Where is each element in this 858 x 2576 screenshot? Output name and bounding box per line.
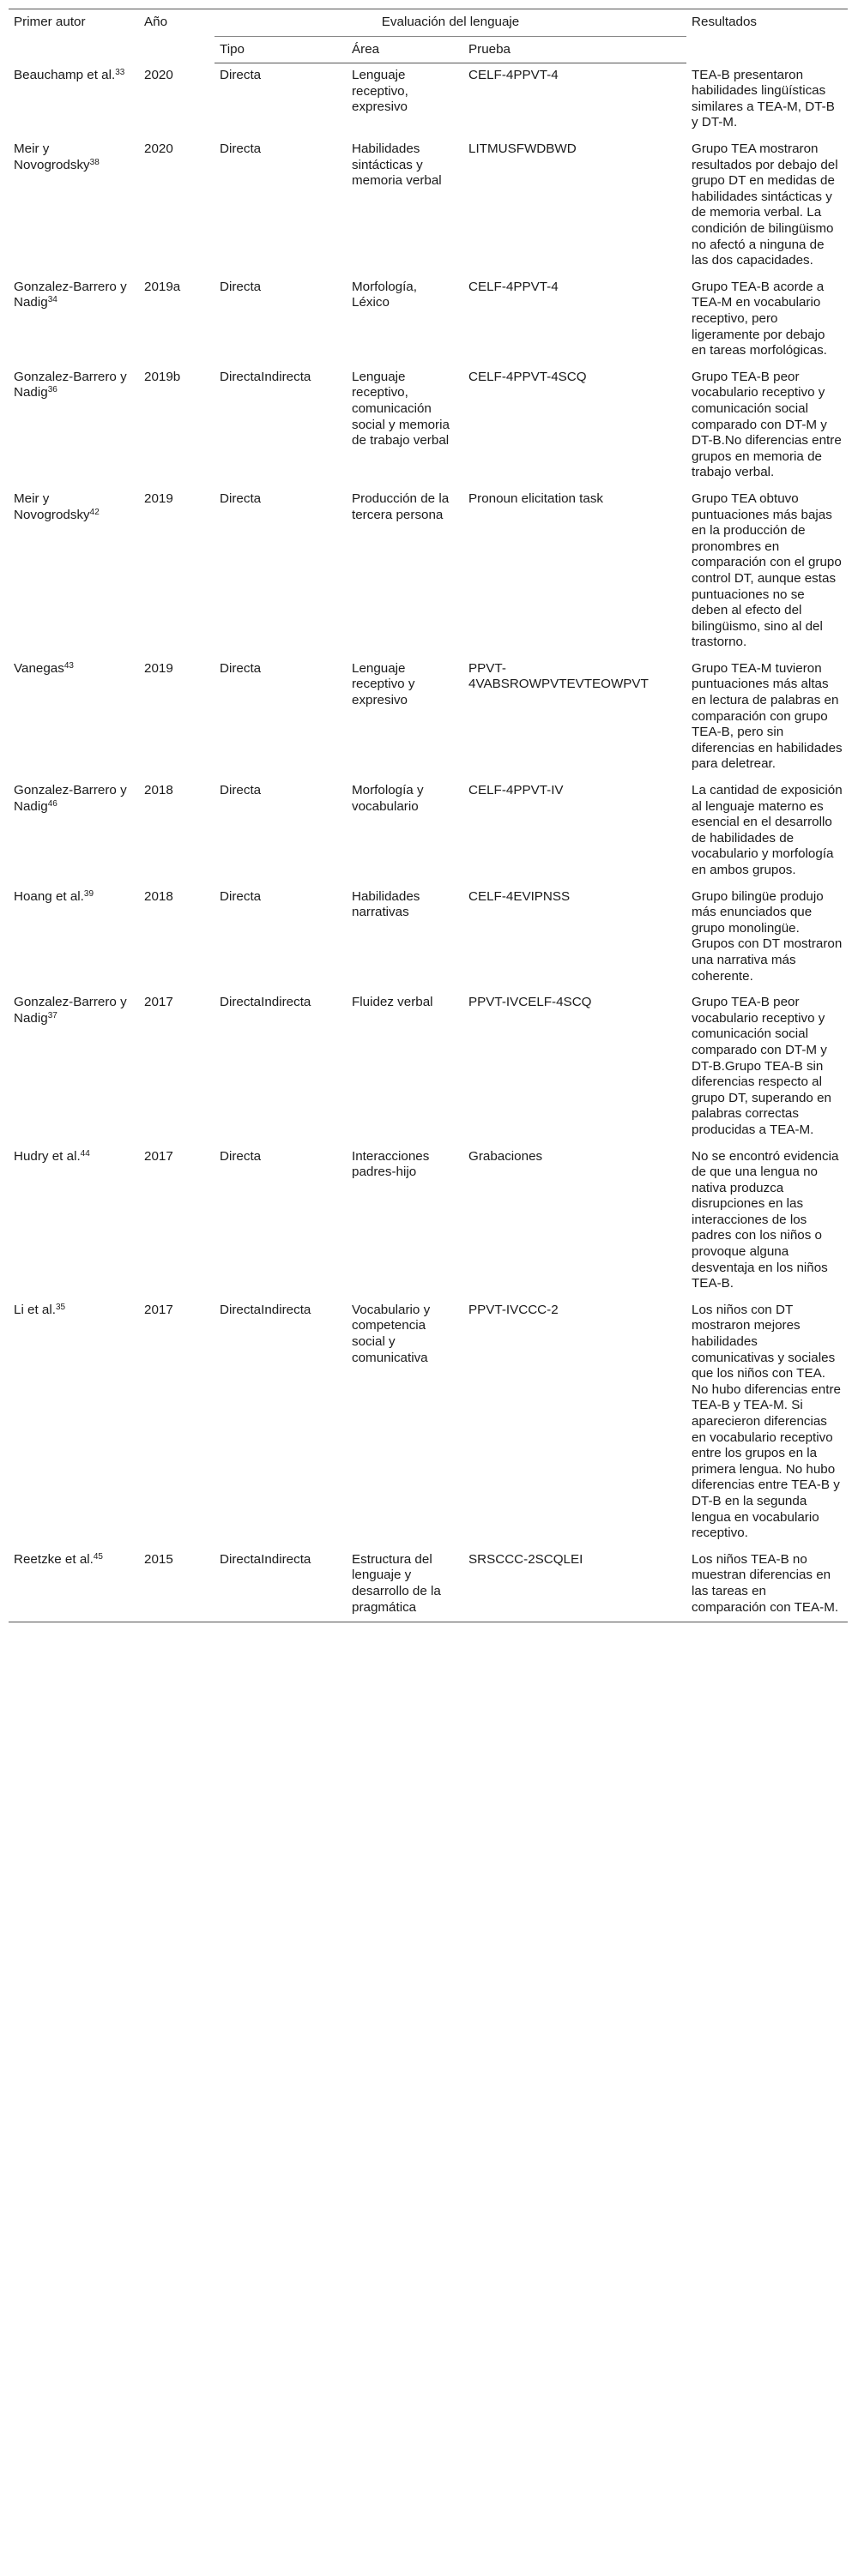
table-row <box>9 137 848 275</box>
cell-author <box>9 1298 139 1548</box>
reference-number: 45 <box>93 1551 103 1562</box>
cell-test: PPVT-4VABSROWPVTEVTEOWPVT <box>468 660 649 692</box>
cell-year: 2018 <box>144 888 173 904</box>
author-name: Gonzalez-Barrero y Nadig <box>14 279 127 310</box>
cell-year: 2019 <box>144 491 173 506</box>
cell-result: Los niños TEA-B no muestran diferencias en las tareas en comparación con TEA-M. <box>686 1548 848 1622</box>
table-row <box>9 1145 848 1298</box>
author-name: Meir y Novogrodsky <box>14 491 90 522</box>
cell-year: 2015 <box>139 1548 214 1622</box>
author-name: Beauchamp et al. <box>14 67 116 82</box>
header-test: Prueba <box>463 36 686 63</box>
cell-author <box>9 137 139 275</box>
cell-test: Pronoun elicitation task <box>468 491 604 506</box>
cell-test: SRSCCC-2SCQLEI <box>463 1548 686 1622</box>
cell-year: 2019a <box>144 279 181 294</box>
table-row <box>9 990 848 1144</box>
header-results: Resultados <box>686 9 848 63</box>
cell-type: Directa <box>220 660 262 676</box>
reference-number: 37 <box>47 1010 57 1020</box>
cell-type: Directa <box>220 1148 262 1164</box>
cell-year: 2017 <box>144 995 173 1010</box>
author-name: Reetzke et al. <box>14 1551 94 1567</box>
reference-number: 35 <box>55 1302 66 1312</box>
cell-author <box>9 990 139 1144</box>
cell-year: 2019 <box>144 660 173 676</box>
cell-test: CELF-4PPVT-IV <box>468 783 564 798</box>
table-row <box>9 1298 848 1548</box>
cell-year: 2019b <box>144 369 181 384</box>
cell-area: Morfología y vocabulario <box>352 783 424 814</box>
table-row <box>9 487 848 657</box>
table-row <box>9 657 848 779</box>
cell-test: CELF-4EVIPNSS <box>468 888 571 904</box>
cell-area: Habilidades narrativas <box>352 888 420 920</box>
header-author: Primer autor <box>9 9 139 63</box>
header-row-top <box>9 9 848 37</box>
cell-author <box>9 275 139 365</box>
table-header <box>9 9 848 63</box>
reference-number: 46 <box>47 798 57 809</box>
cell-test: LITMUSFWDBWD <box>468 141 577 157</box>
author-name: Li et al. <box>14 1302 56 1317</box>
cell-result: Grupo TEA-M tuvieron puntuaciones más altas en lectura de palabras en comparación con grupo TEA-B, pero sin diferencias en habilidades para deletrear. <box>692 660 843 772</box>
author-name: Vanegas <box>14 660 64 676</box>
cell-author <box>9 365 139 487</box>
cell-type: Directa <box>220 783 262 798</box>
cell-area: Estructura del lenguaje y desarrollo de la pragmática <box>347 1548 463 1622</box>
table-row <box>9 885 848 991</box>
cell-test: PPVT-IVCCC-2 <box>468 1302 559 1317</box>
cell-author <box>9 1145 139 1298</box>
table-row <box>9 1548 848 1622</box>
cell-result: Grupo bilingüe produjo más enunciados que grupo monolingüe. Grupos con DT mostraron una narrativa más coherente. <box>692 888 843 984</box>
author-name: Hoang et al. <box>14 888 84 904</box>
table-row <box>9 275 848 365</box>
cell-author <box>9 779 139 885</box>
header-area: Área <box>347 36 463 63</box>
cell-result: Los niños con DT mostraron mejores habilidades comunicativas y sociales que los niños con TEA. No hubo diferencias entre TEA-B y TEA-M. Si aparecieron diferencias en vocabulario receptivo entre los grupos en la primera lengua. No hubo diferencias entre TEA-B y DT-B en la segunda lengua en vocabulario receptivo. <box>692 1302 841 1541</box>
cell-area: Lenguaje receptivo, comunicación social y memoria de trabajo verbal <box>352 369 450 448</box>
cell-author <box>9 885 139 991</box>
reference-number: 44 <box>80 1148 90 1159</box>
cell-result: Grupo TEA obtuvo puntuaciones más bajas en la producción de pronombres en comparación con el grupo control DT, aunque estas puntuaciones no se deben al efecto del bilingüismo, sino al del trastorno. <box>692 491 842 650</box>
author-name: Hudry et al. <box>14 1148 81 1164</box>
author-name: Gonzalez-Barrero y Nadig <box>14 783 127 814</box>
table-row <box>9 365 848 487</box>
cell-year: 2018 <box>144 783 173 798</box>
reference-number: 34 <box>47 295 57 305</box>
reference-number: 33 <box>115 67 125 77</box>
cell-area: Producción de la tercera persona <box>352 491 450 522</box>
cell-test: CELF-4PPVT-4 <box>468 279 559 294</box>
table-row <box>9 779 848 885</box>
cell-author <box>9 487 139 657</box>
cell-type: Directa <box>220 68 262 83</box>
cell-author <box>9 1548 139 1622</box>
cell-type: DirectaIndirecta <box>214 1548 347 1622</box>
cell-test: Grabaciones <box>468 1148 543 1164</box>
table-body <box>9 63 848 1622</box>
cell-year: 2017 <box>144 1302 173 1317</box>
cell-type: DirectaIndirecta <box>220 369 311 384</box>
literature-table <box>9 9 848 1622</box>
cell-area: Fluidez verbal <box>352 995 433 1010</box>
cell-area: Interacciones padres-hijo <box>352 1148 430 1180</box>
cell-year: 2020 <box>144 67 173 82</box>
author-name: Gonzalez-Barrero y Nadig <box>14 995 127 1026</box>
author-name: Gonzalez-Barrero y Nadig <box>14 369 127 400</box>
cell-test: PPVT-IVCELF-4SCQ <box>468 995 592 1010</box>
reference-number: 39 <box>83 888 94 899</box>
cell-test: CELF-4PPVT-4SCQ <box>468 369 587 384</box>
cell-result: No se encontró evidencia de que una lengua no nativa produzca disrupciones en las interacciones de los padres con los niños o provoque alguna desventaja en los niños TEA-B. <box>692 1148 839 1291</box>
cell-result: Grupo TEA-B peor vocabulario receptivo y comunicación social comparado con DT-M y DT-B.No diferencias entre grupos en memoria de trabajo verbal. <box>692 369 842 480</box>
cell-type: Directa <box>220 491 262 506</box>
table-row <box>9 63 848 137</box>
reference-number: 38 <box>89 157 100 167</box>
reference-number: 43 <box>63 660 74 671</box>
cell-result: TEA-B presentaron habilidades lingüísticas similares a TEA-M, DT-B y DT-M. <box>692 67 835 130</box>
reference-number: 36 <box>47 385 57 395</box>
cell-author <box>9 657 139 779</box>
header-type: Tipo <box>214 36 347 63</box>
cell-type: Directa <box>220 141 262 157</box>
cell-area: Lenguaje receptivo, expresivo <box>352 68 408 115</box>
header-evaluation-group: Evaluación del lenguaje <box>214 9 686 37</box>
cell-result: La cantidad de exposición al lenguaje materno es esencial en el desarrollo de habilidades de vocabulario y morfología en ambos grupos. <box>692 783 843 877</box>
cell-type: Directa <box>220 888 262 904</box>
cell-result: Grupo TEA mostraron resultados por debajo del grupo DT en medidas de habilidades sintácticas y de memoria verbal. La condición de bilingüismo no afectó a ninguna de las dos capacidades. <box>692 141 838 268</box>
cell-test: CELF-4PPVT-4 <box>468 68 559 83</box>
cell-area: Habilidades sintácticas y memoria verbal <box>352 141 442 189</box>
cell-result: Grupo TEA-B acorde a TEA-M en vocabulario receptivo, pero ligeramente por debajo en tareas morfológicas. <box>692 279 827 358</box>
reference-number: 42 <box>89 507 100 517</box>
header-year: Año <box>139 9 214 63</box>
cell-year: 2020 <box>144 141 173 157</box>
author-name: Meir y Novogrodsky <box>14 141 90 172</box>
cell-type: DirectaIndirecta <box>220 995 311 1010</box>
cell-year: 2017 <box>144 1148 173 1164</box>
cell-result: Grupo TEA-B peor vocabulario receptivo y comunicación social comparado con DT-M y DT-B.Grupo TEA-B sin diferencias respecto al grupo DT, superando en palabras correctas producidas a TEA-M. <box>692 995 831 1137</box>
cell-author <box>9 63 139 137</box>
cell-type: Directa <box>220 279 262 294</box>
cell-type: DirectaIndirecta <box>220 1302 311 1317</box>
cell-area: Morfología, Léxico <box>352 279 417 310</box>
cell-area: Lenguaje receptivo y expresivo <box>352 660 415 708</box>
cell-area: Vocabulario y competencia social y comunicativa <box>352 1302 431 1365</box>
